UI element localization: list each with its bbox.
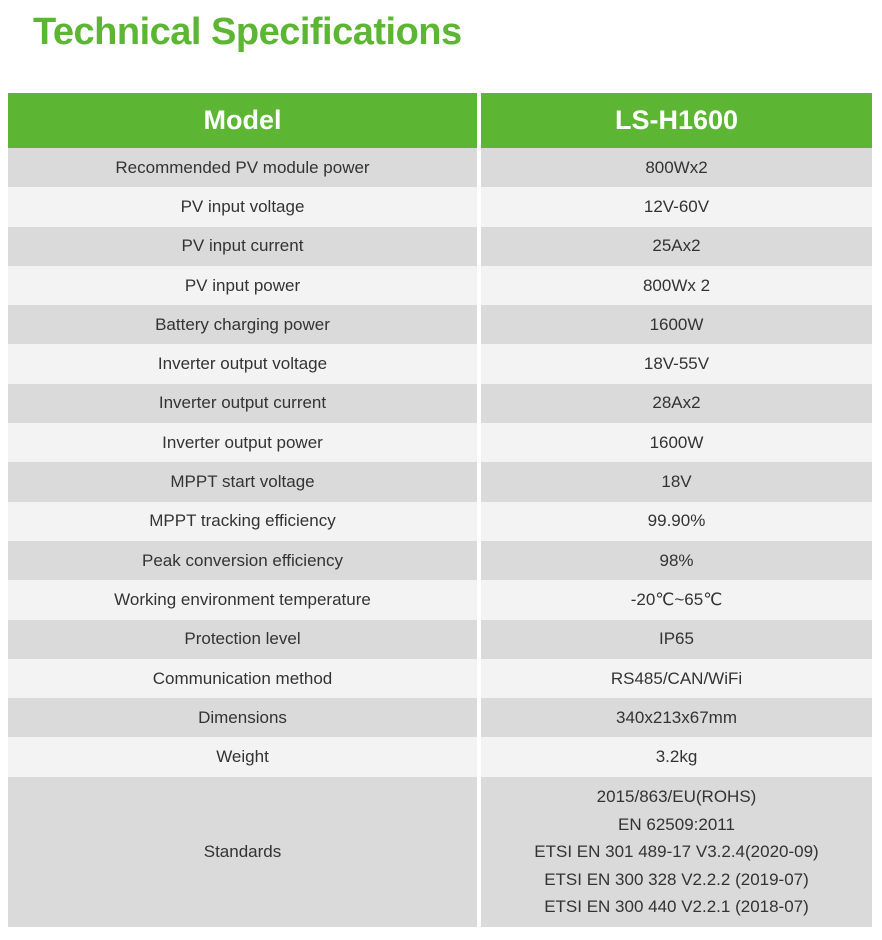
spec-label: Weight bbox=[8, 737, 479, 776]
spec-table-body bbox=[8, 148, 872, 927]
spec-value: 99.90% bbox=[479, 502, 872, 541]
spec-value: RS485/CAN/WiFi bbox=[479, 659, 872, 698]
spec-label: Standards bbox=[8, 777, 479, 927]
spec-value: 98% bbox=[479, 541, 872, 580]
spec-label: MPPT tracking efficiency bbox=[8, 502, 479, 541]
table-row bbox=[8, 620, 872, 659]
standard-line: ETSI EN 301 489-17 V3.2.4(2020-09) bbox=[534, 842, 819, 861]
header-model-value: LS-H1600 bbox=[479, 93, 872, 148]
spec-value: 25Ax2 bbox=[479, 227, 872, 266]
table-row bbox=[8, 698, 872, 737]
spec-label: MPPT start voltage bbox=[8, 462, 479, 501]
spec-label: Dimensions bbox=[8, 698, 479, 737]
table-row bbox=[8, 502, 872, 541]
spec-value: 1600W bbox=[479, 305, 872, 344]
spec-value: 340x213x67mm bbox=[479, 698, 872, 737]
table-header-row bbox=[8, 93, 872, 148]
spec-label: PV input current bbox=[8, 227, 479, 266]
spec-value: IP65 bbox=[479, 620, 872, 659]
spec-label: Communication method bbox=[8, 659, 479, 698]
spec-value: 800Wx 2 bbox=[479, 266, 872, 305]
spec-value: 18V-55V bbox=[479, 344, 872, 383]
table-row bbox=[8, 148, 872, 187]
spec-label: Working environment temperature bbox=[8, 580, 479, 619]
spec-label: Recommended PV module power bbox=[8, 148, 479, 187]
spec-label: Protection level bbox=[8, 620, 479, 659]
standard-line: 2015/863/EU(ROHS) bbox=[596, 787, 757, 806]
table-row bbox=[8, 659, 872, 698]
spec-table bbox=[8, 93, 872, 927]
table-row bbox=[8, 187, 872, 226]
spec-label: PV input power bbox=[8, 266, 479, 305]
spec-label: Battery charging power bbox=[8, 305, 479, 344]
header-model: Model bbox=[8, 93, 479, 148]
page-title: Technical Specifications bbox=[33, 11, 462, 53]
spec-value-standards bbox=[479, 777, 872, 927]
table-row bbox=[8, 423, 872, 462]
table-row bbox=[8, 227, 872, 266]
table-row bbox=[8, 541, 872, 580]
table-row bbox=[8, 384, 872, 423]
spec-value: -20℃~65℃ bbox=[479, 580, 872, 619]
table-row bbox=[8, 462, 872, 501]
table-row bbox=[8, 737, 872, 776]
spec-value: 28Ax2 bbox=[479, 384, 872, 423]
spec-value: 18V bbox=[479, 462, 872, 501]
table-row bbox=[8, 344, 872, 383]
spec-value: 800Wx2 bbox=[479, 148, 872, 187]
standard-line: EN 62509:2011 bbox=[618, 814, 735, 834]
spec-label: Peak conversion efficiency bbox=[8, 541, 479, 580]
spec-value: 3.2kg bbox=[479, 737, 872, 776]
table-row bbox=[8, 305, 872, 344]
table-row bbox=[8, 266, 872, 305]
spec-label: Inverter output voltage bbox=[8, 344, 479, 383]
spec-label: Inverter output power bbox=[8, 423, 479, 462]
standard-line: ETSI EN 300 440 V2.2.1 (2018-07) bbox=[544, 897, 809, 916]
table-row-standards bbox=[8, 777, 872, 927]
spec-value: 1600W bbox=[479, 423, 872, 462]
spec-value: 12V-60V bbox=[479, 187, 872, 226]
spec-label: Inverter output current bbox=[8, 384, 479, 423]
table-row bbox=[8, 580, 872, 619]
standard-line: ETSI EN 300 328 V2.2.2 (2019-07) bbox=[544, 869, 809, 889]
spec-label: PV input voltage bbox=[8, 187, 479, 226]
